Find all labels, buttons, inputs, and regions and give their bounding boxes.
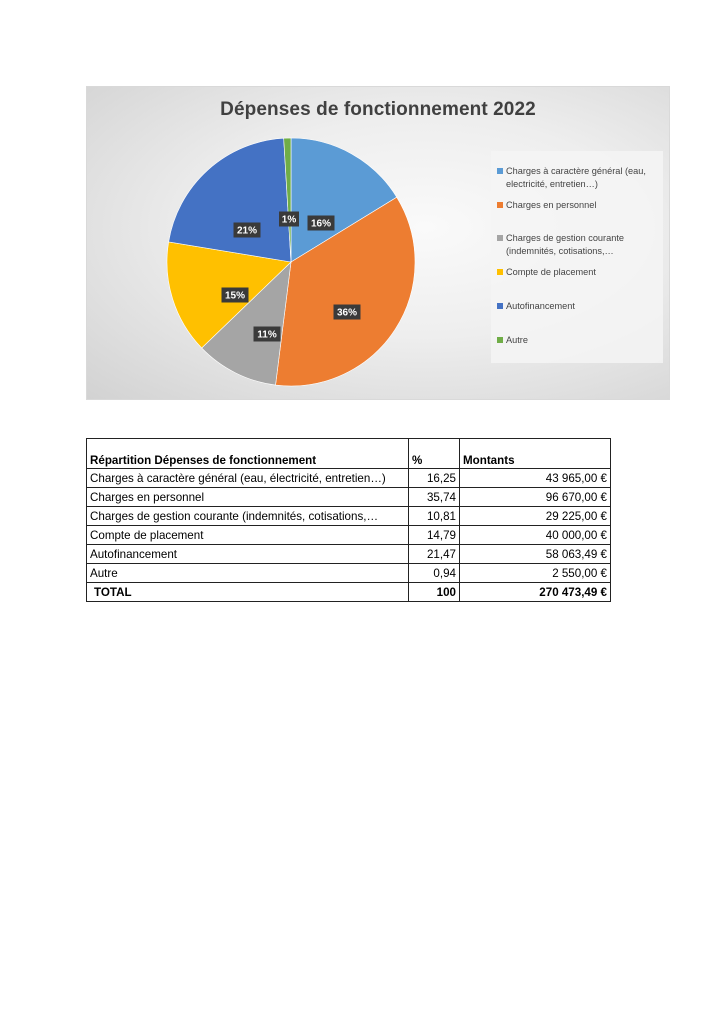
- total-amount: 270 473,49 €: [460, 583, 611, 602]
- legend-item: [497, 300, 661, 313]
- table-header-row: [87, 439, 611, 469]
- chart-legend: [491, 151, 663, 363]
- row-amount: 40 000,00 €: [460, 526, 611, 545]
- legend-item: [497, 266, 661, 279]
- row-label: Charges à caractère général (eau, électricité, entretien…): [87, 469, 409, 488]
- data-label-text: 15%: [224, 290, 246, 302]
- legend-swatch: [497, 235, 503, 241]
- table-row: [87, 564, 611, 583]
- row-amount: 2 550,00 €: [460, 564, 611, 583]
- row-percent: 14,79: [409, 526, 460, 545]
- legend-label: Autofinancement: [506, 301, 575, 311]
- row-percent: 21,47: [409, 545, 460, 564]
- header-amount: Montants: [460, 439, 611, 469]
- data-label: [308, 216, 335, 231]
- row-amount: 58 063,49 €: [460, 545, 611, 564]
- row-percent: 10,81: [409, 507, 460, 526]
- data-label: [222, 288, 249, 303]
- total-label: TOTAL: [87, 583, 409, 602]
- data-label-text: 16%: [310, 218, 332, 230]
- legend-label: Compte de placement: [506, 267, 596, 277]
- legend-label: Charges à caractère général (eau, electricité, entretien…): [506, 166, 646, 189]
- row-amount: 43 965,00 €: [460, 469, 611, 488]
- header-category: Répartition Dépenses de fonctionnement: [87, 439, 409, 469]
- pie-slice: [169, 138, 291, 262]
- row-amount: 29 225,00 €: [460, 507, 611, 526]
- chart-title: Dépenses de fonctionnement 2022: [220, 99, 536, 120]
- data-label-text: 21%: [236, 225, 258, 237]
- table-row: [87, 469, 611, 488]
- legend-swatch: [497, 303, 503, 309]
- table-row: [87, 488, 611, 507]
- legend-item: [497, 334, 661, 347]
- total-percent: 100: [409, 583, 460, 602]
- legend-label: Autre: [506, 335, 528, 345]
- table-row: [87, 545, 611, 564]
- data-label-text: 11%: [257, 329, 277, 341]
- data-label: [334, 305, 361, 320]
- legend-item: [497, 165, 661, 190]
- legend-swatch: [497, 202, 503, 208]
- data-label: [234, 223, 261, 238]
- legend-item: [497, 232, 661, 257]
- table-row: [87, 526, 611, 545]
- row-label: Charges en personnel: [87, 488, 409, 507]
- legend-label: Charges en personnel: [506, 200, 597, 210]
- data-label: [254, 327, 281, 342]
- row-amount: 96 670,00 €: [460, 488, 611, 507]
- data-label-text: 1%: [281, 214, 297, 226]
- row-percent: 16,25: [409, 469, 460, 488]
- legend-swatch: [497, 168, 503, 174]
- row-label: Autre: [87, 564, 409, 583]
- data-label-text: 36%: [336, 307, 358, 319]
- legend-item: [497, 199, 661, 212]
- table-total-row: [87, 583, 611, 602]
- table-row: [87, 507, 611, 526]
- row-percent: 0,94: [409, 564, 460, 583]
- expenses-table: [86, 438, 611, 602]
- legend-label: Charges de gestion courante (indemnités, cotisations,…: [506, 233, 624, 256]
- pie-chart: [86, 86, 670, 400]
- row-percent: 35,74: [409, 488, 460, 507]
- row-label: Autofinancement: [87, 545, 409, 564]
- legend-swatch: [497, 337, 503, 343]
- row-label: Compte de placement: [87, 526, 409, 545]
- header-percent: %: [409, 439, 460, 469]
- legend-swatch: [497, 269, 503, 275]
- row-label: Charges de gestion courante (indemnités, cotisations,…: [87, 507, 409, 526]
- data-label: [279, 212, 299, 227]
